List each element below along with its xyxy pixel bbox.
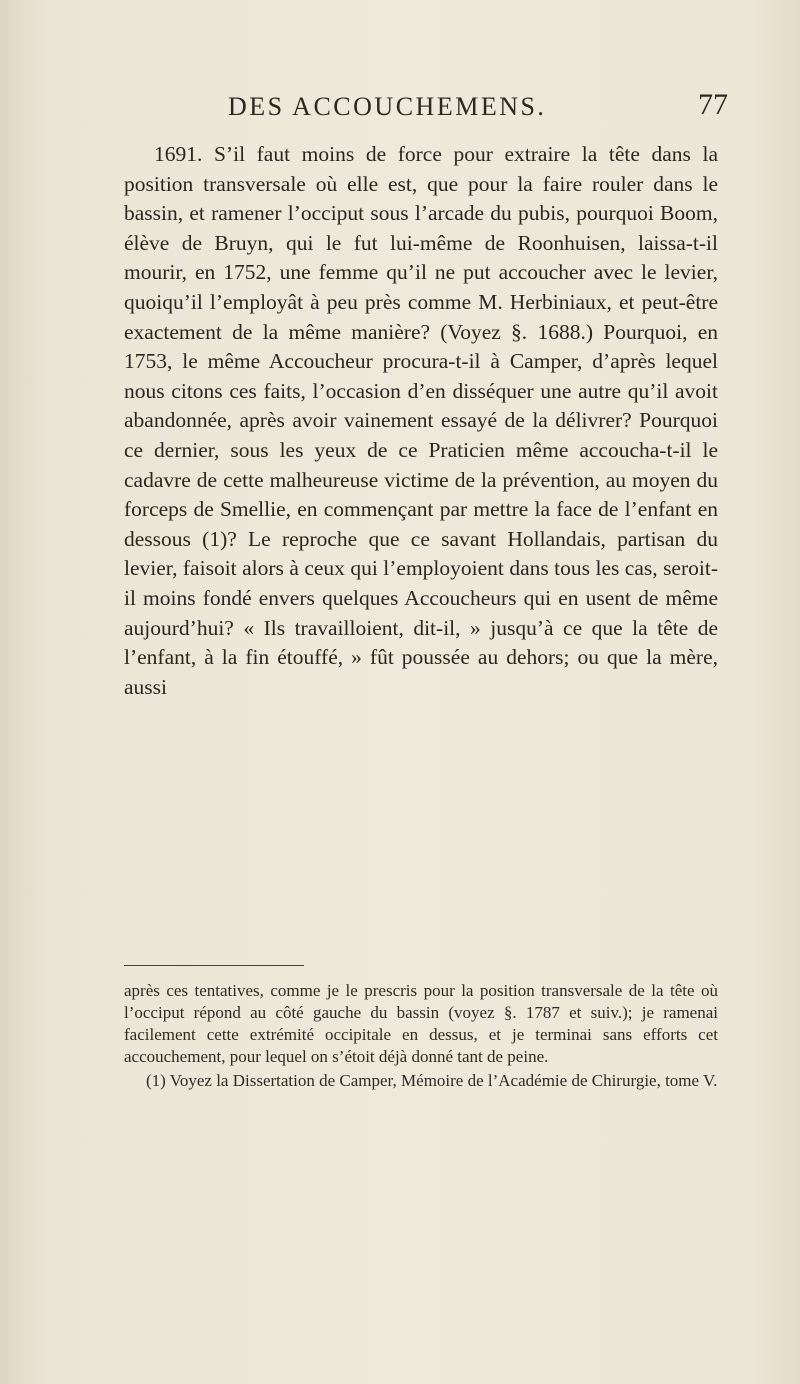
page-header [0,88,800,128]
running-head: DES ACCOUCHEMENS. [228,92,547,121]
footnote-continuation: après ces tentatives, comme je le prescris pour la position transversale de la tête où l’occiput répond au côté gauche du bassin (voyez §. 1787 et suiv.); je ramenai facilement cette extrémité occipitale en dessus, et je terminai sans efforts cet accouchement, pour lequel on s’étoit déjà donné tant de peine. [124,981,718,1066]
main-text [124,140,718,702]
footnote-rule [124,965,304,966]
footnotes [124,980,718,1092]
footnote-1: (1) Voyez la Dissertation de Camper, Mémoire de l’Académie de Chirurgie, tome V. [146,1071,718,1090]
paragraph-1691: 1691. S’il faut moins de force pour extraire la tête dans la position transversale où elle est, que pour la faire rouler dans le bassin, et ramener l’occiput sous l’arcade du pubis, pourquoi Boom, élève de Bruyn, qui le fut lui-même de Roonhuisen, laissa-t-il mourir, en 1752, une femme qu’il ne put accoucher avec le levier, quoiqu’il l’employât à peu près comme M. Herbiniaux, et peut-être exactement de la même manière? (Voyez §. 1688.) Pourquoi, en 1753, le même Accoucheur procura-t-il à Camper, d’après lequel nous citons ces faits, l’occasion d’en disséquer une autre qu’il avoit abandonnée, après avoir vainement essayé de la délivrer? Pourquoi ce dernier, sous les yeux de ce Praticien même accoucha-t-il le cadavre de cette malheureuse victime de la prévention, au moyen du forceps de Smellie, en commençant par mettre la face de l’enfant en dessous (1)? Le reproche que ce savant Hollandais, partisan du levier, faisoit alors à ceux qui l’employoient dans tous les cas, seroit-il moins fondé envers quelques Accoucheurs qui en usent de même aujourd’hui? « Ils travailloient, dit-il, » jusqu’à ce que la tête de l’enfant, à la fin étouffé, » fût poussée au dehors; ou que la mère, aussi [124,142,718,699]
page-number: 77 [698,88,728,121]
